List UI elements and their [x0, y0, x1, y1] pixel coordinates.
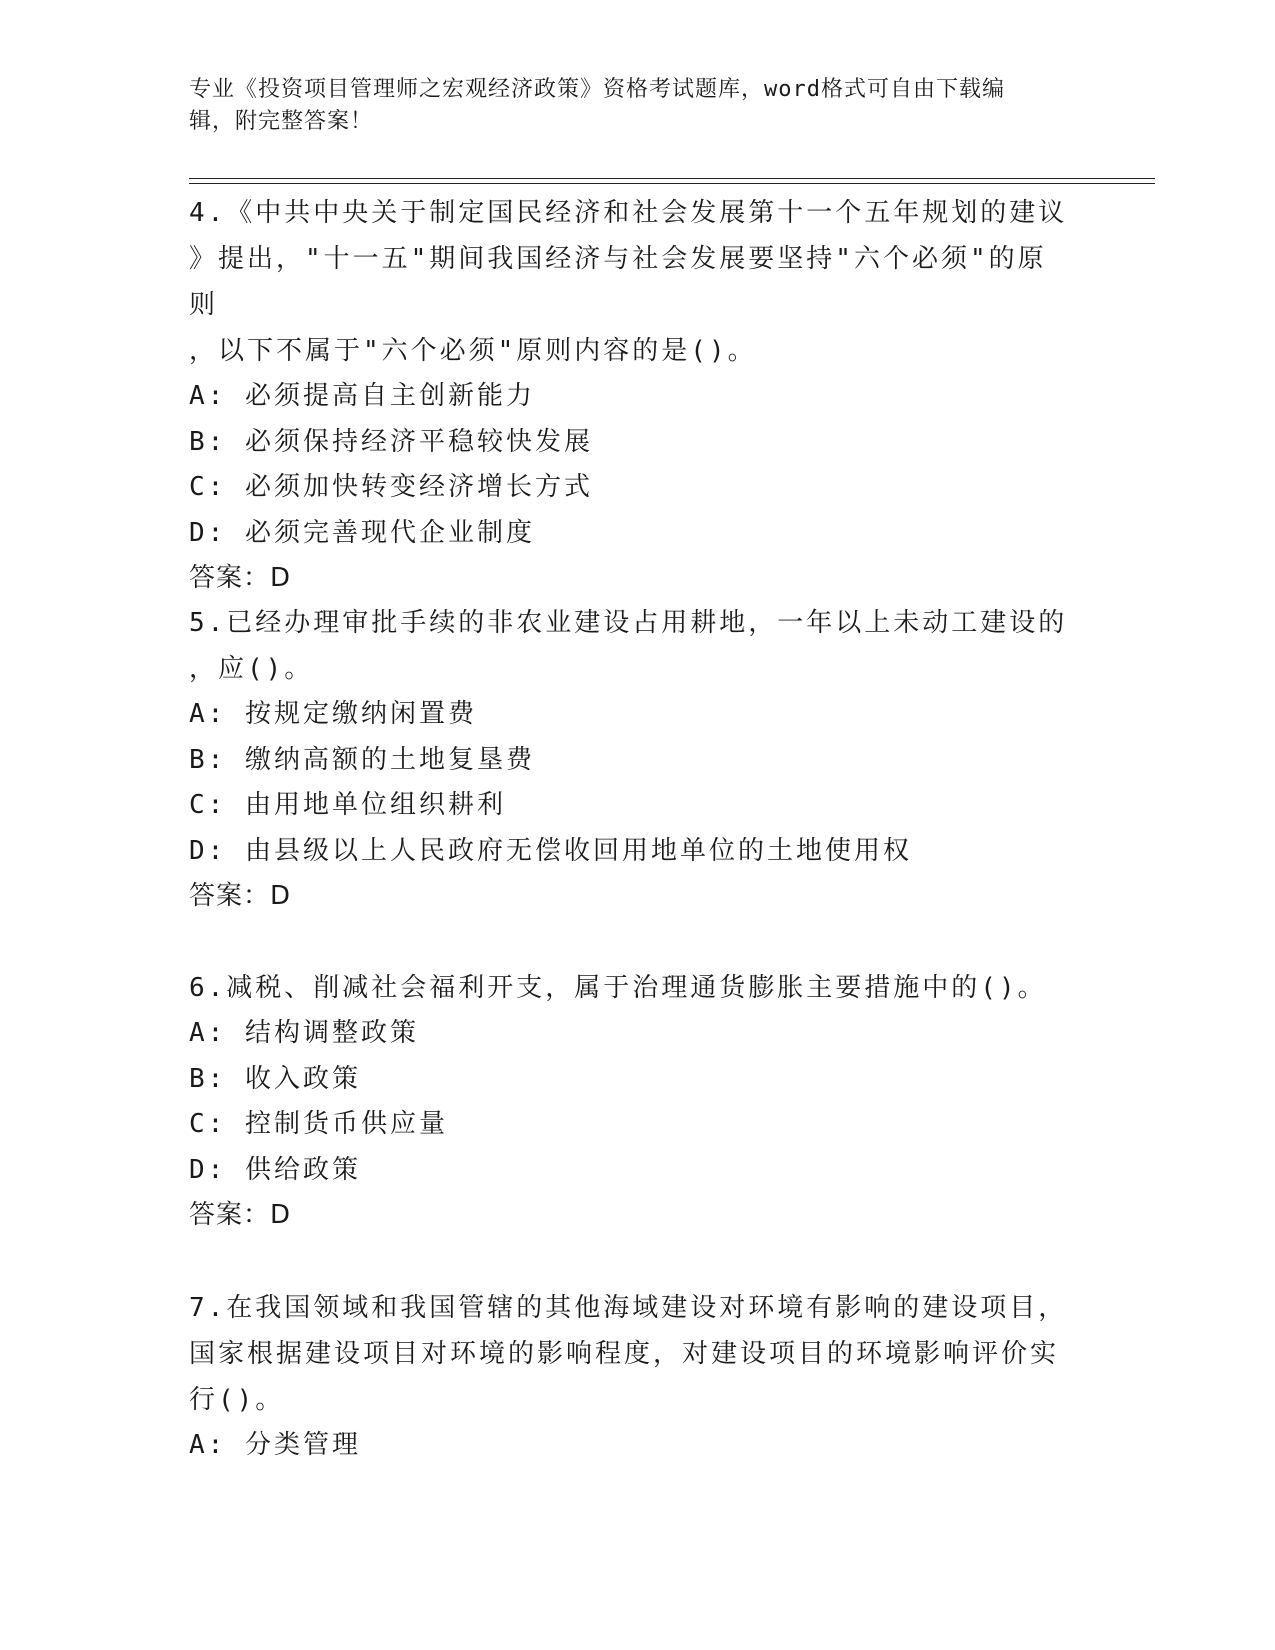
- option-d: D: 必须完善现代企业制度: [189, 517, 535, 548]
- question-stem-line: 行()。: [189, 1385, 285, 1415]
- option-b: B: 必须保持经济平稳较快发展: [189, 426, 593, 457]
- question-stem-line: 》提出，"十一五"期间我国经济与社会发展要坚持"六个必须"的原则: [189, 244, 1047, 320]
- option-c: C: 由用地单位组织耕利: [189, 790, 506, 820]
- question-stem-line: ，应()。: [189, 654, 314, 684]
- option-a: A: 必须提高自主创新能力: [189, 381, 535, 411]
- header-divider-top: [189, 178, 1155, 179]
- option-a: A: 结构调整政策: [189, 1018, 419, 1048]
- option-b: B: 收入政策: [189, 1063, 361, 1094]
- question-stem-line: 5.已经办理审批手续的非农业建设占用耕地，一年以上未动工建设的: [189, 608, 1068, 638]
- question-stem-line: 6.减税、削减社会福利开支，属于治理通货膨胀主要措施中的()。: [189, 973, 1047, 1003]
- document-intro: [189, 74, 1089, 138]
- answer: 答案：D: [189, 881, 292, 911]
- option-c: C: 必须加快转变经济增长方式: [189, 472, 593, 502]
- question-4: [189, 190, 1069, 601]
- option-a: A: 按规定缴纳闲置费: [189, 699, 477, 729]
- answer: 答案：D: [189, 563, 292, 593]
- question-6: [189, 965, 1069, 1238]
- question-stem-line: ，以下不属于"六个必须"原则内容的是()。: [189, 336, 757, 366]
- question-stem-line: 7.在我国领域和我国管辖的其他海域建设对环境有影响的建设项目，: [189, 1293, 1068, 1323]
- option-d: D: 供给政策: [189, 1154, 361, 1185]
- option-d: D: 由县级以上人民政府无偿收回用地单位的土地使用权: [189, 835, 912, 866]
- question-stem-line: 4.《中共中央关于制定国民经济和社会发展第十一个五年规划的建议: [189, 198, 1068, 228]
- option-b: B: 缴纳高额的土地复垦费: [189, 744, 535, 775]
- question-stem-line: 国家根据建设项目对环境的影响程度，对建设项目的环境影响评价实: [189, 1339, 1060, 1369]
- option-c: C: 控制货币供应量: [189, 1109, 448, 1139]
- question-7: [189, 1285, 1069, 1469]
- intro-line: 专业《投资项目管理师之宏观经济政策》资格考试题库，word格式可自由下载编: [189, 77, 1005, 102]
- header-divider-bottom: [189, 183, 1155, 184]
- answer: 答案：D: [189, 1200, 292, 1230]
- option-a: A: 分类管理: [189, 1430, 361, 1460]
- question-5: [189, 600, 1069, 919]
- intro-line: 辑，附完整答案！: [189, 109, 374, 134]
